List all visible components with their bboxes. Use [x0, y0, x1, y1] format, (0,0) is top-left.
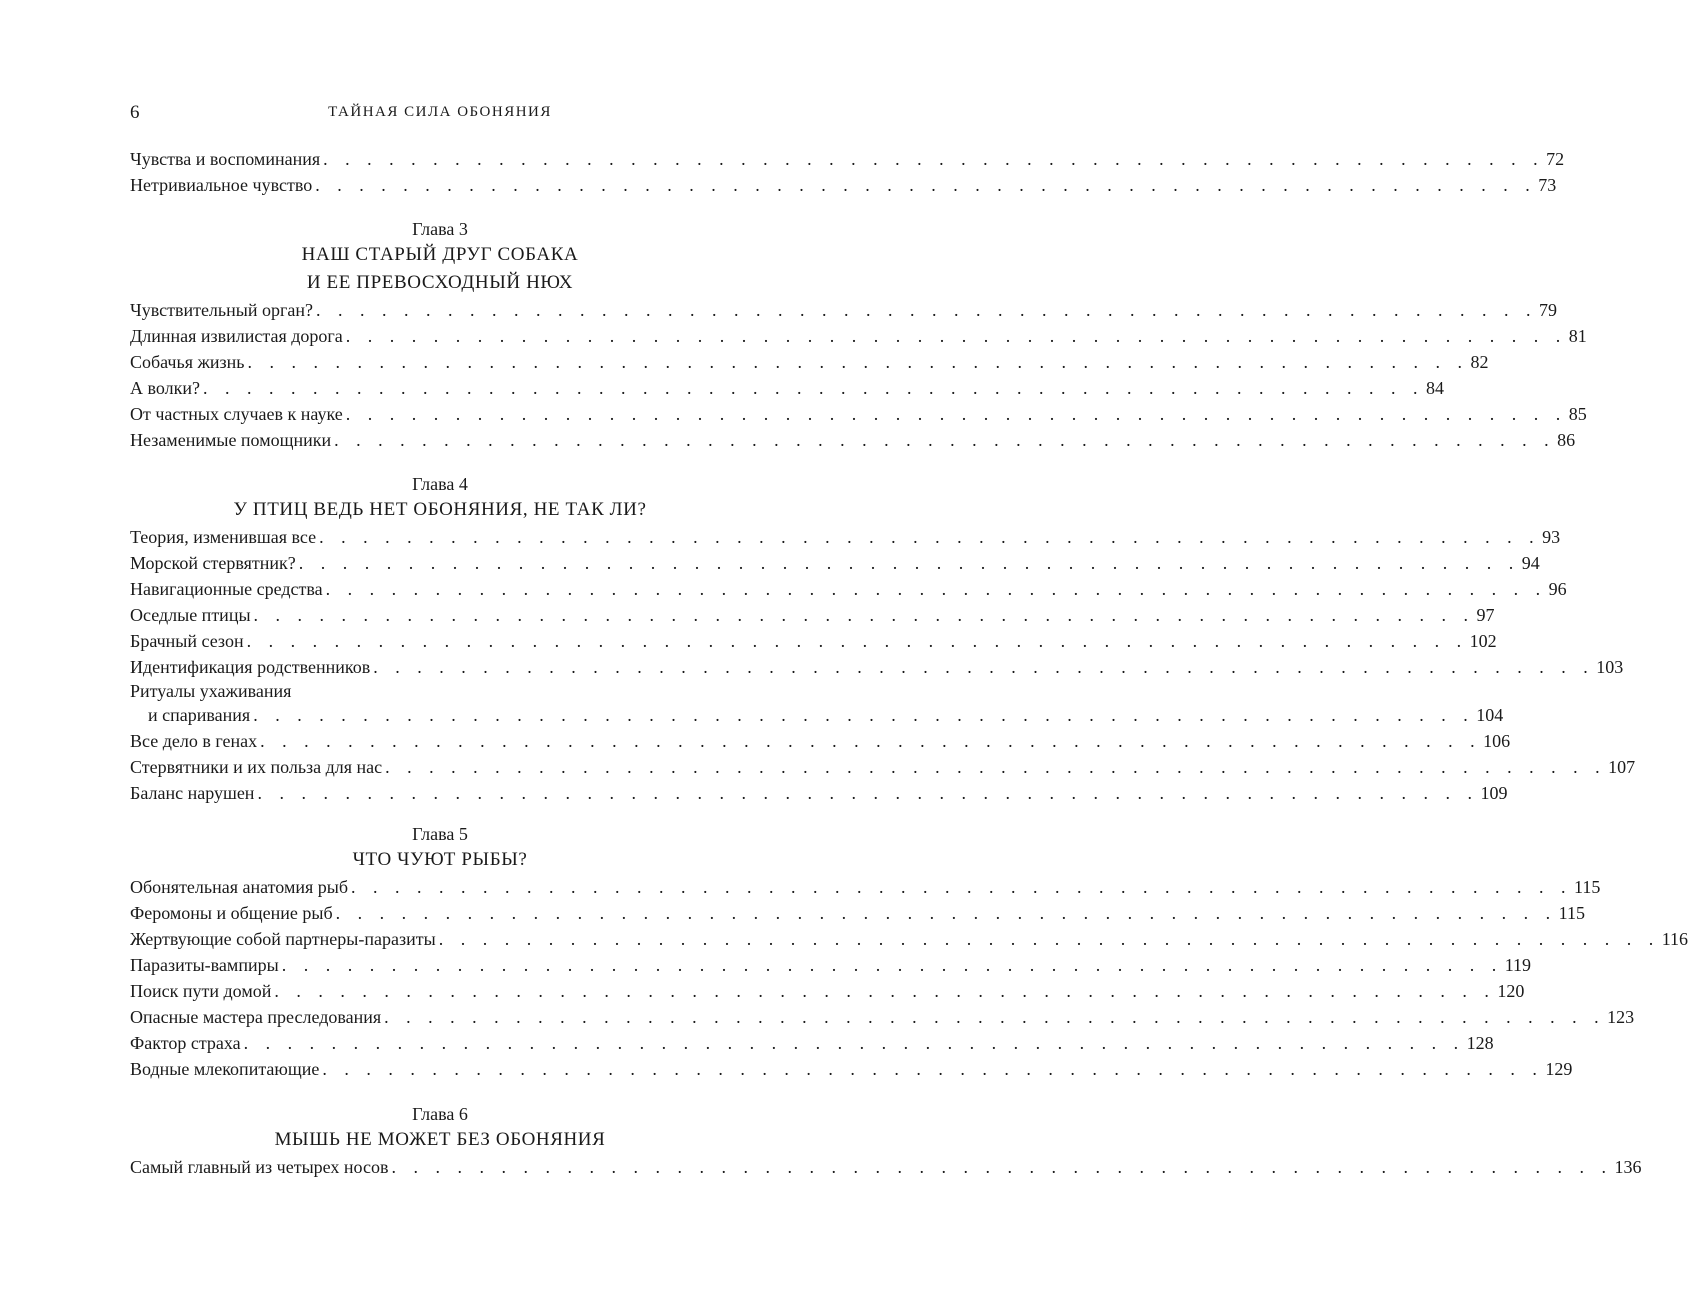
toc-entry-title: Собачья жизнь [130, 352, 245, 372]
toc-entry-page: 72 [1546, 149, 1565, 169]
toc-entry-page: 97 [1476, 605, 1495, 625]
toc-entry-page: 81 [1568, 326, 1587, 346]
toc-entry-title: Баланс нарушен [130, 783, 255, 803]
toc-entry-title: А волки? [130, 378, 200, 398]
dot-leader: . . . . . . . . . . . . . . . . . . . . . . . . . . . . . . . . . . . . . . . . . . . . . . . . . . . . . . . . [345, 404, 1567, 424]
chapter-6 [130, 1102, 1642, 1180]
toc-entry-title: Чувства и воспоминания [130, 149, 321, 169]
toc-entry[interactable] [130, 926, 1688, 952]
toc-entry[interactable] [130, 1056, 1573, 1082]
toc-entry-page: 73 [1538, 175, 1557, 195]
dot-leader: . . . . . . . . . . . . . . . . . . . . . . . . . . . . . . . . . . . . . . . . . . . . . . . . . . . . . . . . [253, 605, 1475, 625]
chapter-title: И ЕЕ ПРЕВОСХОДНЫЙ НЮХ [306, 272, 574, 293]
toc-entry[interactable] [130, 1030, 1494, 1056]
toc-entry-page: 123 [1607, 1007, 1635, 1027]
dot-leader: . . . . . . . . . . . . . . . . . . . . . . . . . . . . . . . . . . . . . . . . . . . . . . . . . . . . . . . . [315, 300, 1537, 320]
toc-entry-title: Нетривиальное чувство [130, 175, 313, 195]
toc-entry-page: 106 [1483, 731, 1511, 751]
toc-entry-title: Чувствительный орган? [130, 300, 313, 320]
toc-entry-title: Поиск пути домой [130, 981, 272, 1001]
toc-entry-title-line1[interactable]: Ритуалы ухаживания [130, 681, 292, 701]
toc-entry[interactable] [130, 628, 1497, 654]
toc-entry-page: 94 [1521, 553, 1540, 573]
toc-entry-title: Фактор страха [130, 1033, 241, 1053]
dot-leader: . . . . . . . . . . . . . . . . . . . . . . . . . . . . . . . . . . . . . . . . . . . . . . . . . . . . . . . . [438, 929, 1660, 949]
toc-entry-title: От частных случаев к науке [130, 404, 343, 424]
toc-entry-page: 129 [1545, 1059, 1573, 1079]
dot-leader: . . . . . . . . . . . . . . . . . . . . . . . . . . . . . . . . . . . . . . . . . . . . . . . . . . . . . . . . [257, 783, 1479, 803]
dot-leader: . . . . . . . . . . . . . . . . . . . . . . . . . . . . . . . . . . . . . . . . . . . . . . . . . . . . . . . . [281, 955, 1503, 975]
chapter-title: У ПТИЦ ВЕДЬ НЕТ ОБОНЯНИЯ, НЕ ТАК ЛИ? [233, 499, 647, 520]
toc-entry[interactable] [130, 375, 1444, 401]
toc-entry-title: Феромоны и общение рыб [130, 903, 333, 923]
toc-entry[interactable] [130, 874, 1601, 900]
toc-entry-page: 119 [1504, 955, 1532, 975]
toc-entry[interactable] [130, 172, 1557, 198]
toc-entry[interactable] [130, 550, 1540, 576]
chapter-title: МЫШЬ НЕ МОЖЕТ БЕЗ ОБОНЯНИЯ [274, 1129, 606, 1150]
toc-entry-page: 115 [1558, 903, 1585, 923]
toc-entry-page: 85 [1568, 404, 1587, 424]
toc-entry-title: Обонятельная анатомия рыб [130, 877, 349, 897]
toc-continuation [130, 146, 1565, 198]
toc-entry-title: Навигационные средства [130, 579, 323, 599]
toc-entry-page: 120 [1497, 981, 1525, 1001]
toc-entry[interactable] [130, 702, 1504, 728]
toc-entry-title: Жертвующие собой партнеры-паразиты [130, 929, 436, 949]
dot-leader: . . . . . . . . . . . . . . . . . . . . . . . . . . . . . . . . . . . . . . . . . . . . . . . . . . . . . . . . [246, 631, 1468, 651]
chapter-label: Глава 5 [412, 824, 468, 844]
dot-leader: . . . . . . . . . . . . . . . . . . . . . . . . . . . . . . . . . . . . . . . . . . . . . . . . . . . . . . . . [335, 903, 1557, 923]
chapter-5 [130, 822, 1688, 1082]
chapter-title: ЧТО ЧУЮТ РЫБЫ? [352, 849, 528, 870]
toc-entry-page: 128 [1466, 1033, 1494, 1053]
dot-leader: . . . . . . . . . . . . . . . . . . . . . . . . . . . . . . . . . . . . . . . . . . . . . . . . . . . . . . . . [260, 731, 1482, 751]
dot-leader: . . . . . . . . . . . . . . . . . . . . . . . . . . . . . . . . . . . . . . . . . . . . . . . . . . . . . . . . [384, 1007, 1606, 1027]
toc-entry[interactable] [130, 654, 1624, 680]
dot-leader: . . . . . . . . . . . . . . . . . . . . . . . . . . . . . . . . . . . . . . . . . . . . . . . . . . . . . . . . [334, 430, 1556, 450]
toc-entry-title: и спаривания [148, 705, 251, 725]
dot-leader: . . . . . . . . . . . . . . . . . . . . . . . . . . . . . . . . . . . . . . . . . . . . . . . . . . . . . . . . [323, 149, 1545, 169]
toc-entry-title: Брачный сезон [130, 631, 244, 651]
toc-entry-page: 82 [1470, 352, 1489, 372]
toc-entry-title: Теория, изменившая все [130, 527, 317, 547]
toc-entry[interactable] [130, 780, 1508, 806]
toc-entry[interactable] [130, 602, 1495, 628]
toc-entry-page: 116 [1661, 929, 1688, 949]
toc-entry-title: Паразиты-вампиры [130, 955, 279, 975]
toc-entry-page: 103 [1596, 657, 1624, 677]
dot-leader: . . . . . . . . . . . . . . . . . . . . . . . . . . . . . . . . . . . . . . . . . . . . . . . . . . . . . . . . [253, 705, 1475, 725]
dot-leader: . . . . . . . . . . . . . . . . . . . . . . . . . . . . . . . . . . . . . . . . . . . . . . . . . . . . . . . . [325, 579, 1547, 599]
toc-entry[interactable] [130, 297, 1557, 323]
toc-entry-page: 115 [1574, 877, 1601, 897]
toc-entry-page: 93 [1542, 527, 1561, 547]
toc-entry[interactable] [130, 1154, 1642, 1180]
book-title: ТАЙНАЯ СИЛА ОБОНЯНИЯ [328, 104, 552, 120]
chapter-3 [130, 217, 1587, 453]
dot-leader: . . . . . . . . . . . . . . . . . . . . . . . . . . . . . . . . . . . . . . . . . . . . . . . . . . . . . . . . [298, 553, 1520, 573]
running-head [130, 102, 750, 126]
toc-entry-title: Самый главный из четырех носов [130, 1157, 389, 1177]
dot-leader: . . . . . . . . . . . . . . . . . . . . . . . . . . . . . . . . . . . . . . . . . . . . . . . . . . . . . . . . [243, 1033, 1465, 1053]
chapter-label: Глава 3 [412, 219, 468, 239]
toc-entry-page: 109 [1480, 783, 1508, 803]
toc-entry[interactable] [130, 1004, 1635, 1030]
toc-entry[interactable] [130, 952, 1532, 978]
toc-entry-page: 136 [1614, 1157, 1642, 1177]
toc-entry-title: Стервятники и их польза для нас [130, 757, 383, 777]
toc-entry-title: Все дело в генах [130, 731, 258, 751]
chapter-title: НАШ СТАРЫЙ ДРУГ СОБАКА [301, 244, 579, 265]
toc-entry-title: Незаменимые помощники [130, 430, 332, 450]
dot-leader: . . . . . . . . . . . . . . . . . . . . . . . . . . . . . . . . . . . . . . . . . . . . . . . . . . . . . . . . [319, 527, 1541, 547]
toc-entry[interactable] [130, 146, 1565, 172]
page-number: 6 [130, 102, 140, 123]
dot-leader: . . . . . . . . . . . . . . . . . . . . . . . . . . . . . . . . . . . . . . . . . . . . . . . . . . . . . . . . [391, 1157, 1613, 1177]
toc-entry-page: 102 [1469, 631, 1497, 651]
toc-entry-page: 86 [1557, 430, 1576, 450]
dot-leader: . . . . . . . . . . . . . . . . . . . . . . . . . . . . . . . . . . . . . . . . . . . . . . . . . . . . . . . . [203, 378, 1424, 398]
toc-entry-title: Оседлые птицы [130, 605, 251, 625]
toc-entry[interactable] [130, 427, 1576, 453]
dot-leader: . . . . . . . . . . . . . . . . . . . . . . . . . . . . . . . . . . . . . . . . . . . . . . . . . . . . . . . . [315, 175, 1537, 195]
toc-entry[interactable] [130, 323, 1587, 349]
toc-entry[interactable] [130, 978, 1525, 1004]
toc-entry-title: Морской стервятник? [130, 553, 296, 573]
dot-leader: . . . . . . . . . . . . . . . . . . . . . . . . . . . . . . . . . . . . . . . . . . . . . . . . . . . . . . . . [373, 657, 1595, 677]
toc-entry-title: Длинная извилистая дорога [130, 326, 343, 346]
chapter-label: Глава 6 [412, 1104, 468, 1124]
dot-leader: . . . . . . . . . . . . . . . . . . . . . . . . . . . . . . . . . . . . . . . . . . . . . . . . . . . . . . . . [322, 1059, 1544, 1079]
toc-entry-page: 96 [1548, 579, 1567, 599]
toc-entry-page: 79 [1538, 300, 1557, 320]
toc-entry[interactable] [130, 728, 1511, 754]
toc-entry-title: Водные млекопитающие [130, 1059, 320, 1079]
chapter-4 [130, 472, 1636, 806]
toc-entry-title: Опасные мастера преследования [130, 1007, 382, 1027]
toc-entry[interactable] [130, 900, 1585, 926]
toc-entry[interactable] [130, 576, 1567, 602]
dot-leader: . . . . . . . . . . . . . . . . . . . . . . . . . . . . . . . . . . . . . . . . . . . . . . . . . . . . . . . . [247, 352, 1469, 372]
dot-leader: . . . . . . . . . . . . . . . . . . . . . . . . . . . . . . . . . . . . . . . . . . . . . . . . . . . . . . . . [385, 757, 1607, 777]
toc-entry-page: 107 [1608, 757, 1636, 777]
dot-leader: . . . . . . . . . . . . . . . . . . . . . . . . . . . . . . . . . . . . . . . . . . . . . . . . . . . . . . . . [351, 877, 1573, 897]
dot-leader: . . . . . . . . . . . . . . . . . . . . . . . . . . . . . . . . . . . . . . . . . . . . . . . . . . . . . . . . [274, 981, 1496, 1001]
toc-entry[interactable] [130, 349, 1489, 375]
toc-entry[interactable] [130, 401, 1587, 427]
chapter-label: Глава 4 [412, 474, 468, 494]
toc-entry-page: 84 [1426, 378, 1444, 398]
toc-entry-title: Идентификация родственников [130, 657, 371, 677]
toc-entry-page: 104 [1476, 705, 1504, 725]
toc-entry[interactable] [130, 754, 1636, 780]
dot-leader: . . . . . . . . . . . . . . . . . . . . . . . . . . . . . . . . . . . . . . . . . . . . . . . . . . . . . . . . [345, 326, 1567, 346]
toc-entry[interactable] [130, 524, 1561, 550]
